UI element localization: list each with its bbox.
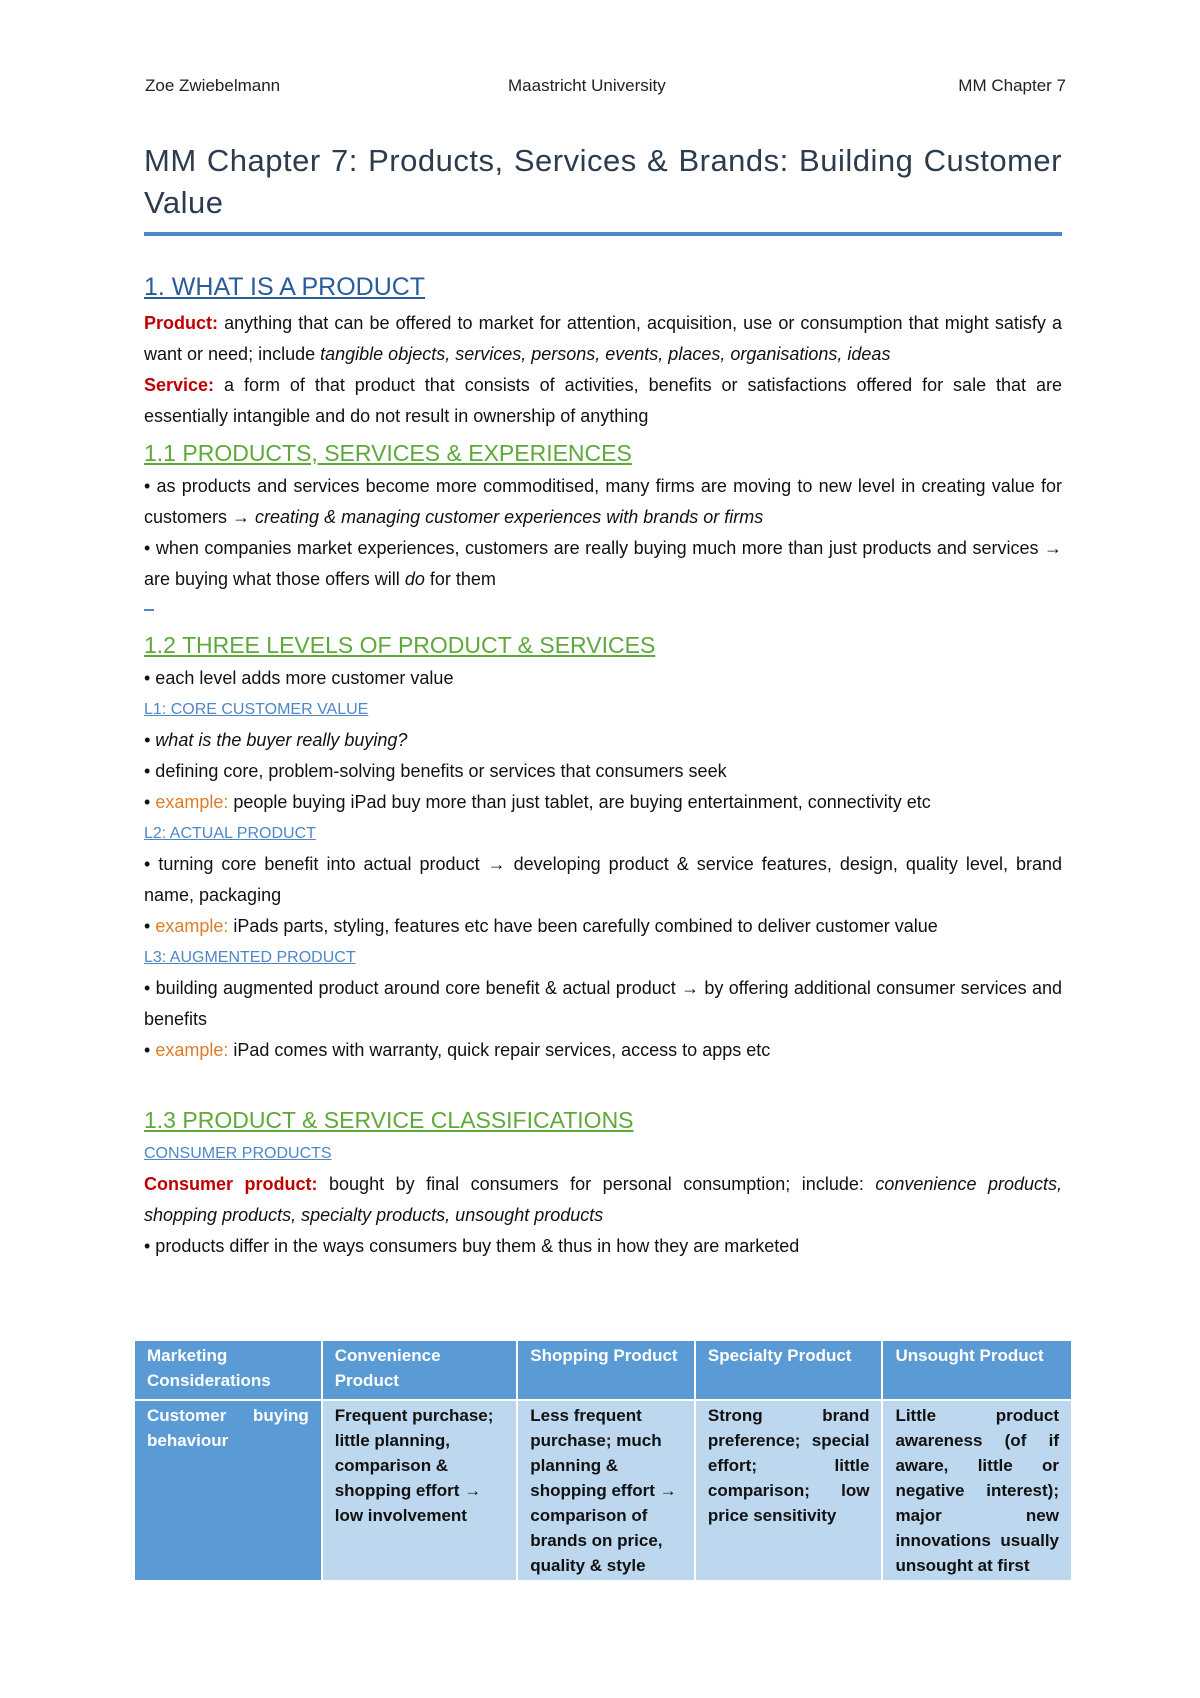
- product-def-text: anything that can be offered to market for attention, acquisition, use or consumption that might satisfy a want or need; include: [144, 313, 1062, 364]
- l3-example-label: example:: [155, 1040, 229, 1060]
- experiences-b1-emphasis: creating & managing customer experiences with brands or firms: [255, 507, 764, 527]
- l2-bullet-1: • turning core benefit into actual product → developing product & service features, design, quality level, brand name, packaging: [144, 854, 1062, 905]
- consumer-products-bullet: • products differ in the ways consumers buy them & thus in how they are marketed: [144, 1236, 800, 1256]
- col-shopping-product: Shopping Product: [517, 1340, 695, 1400]
- l1-b3-bullet: •: [144, 792, 156, 812]
- subheading-augmented-product: L3: AUGMENTED PRODUCT: [144, 949, 356, 966]
- service-term: Service:: [144, 375, 215, 395]
- l1-bullet-3: [144, 787, 1062, 818]
- consumer-product-def-text: bought by final consumers for personal consumption; include:: [317, 1174, 876, 1194]
- page-title: MM Chapter 7: Products, Services & Brands: Building Customer Value: [144, 143, 1062, 220]
- table-row: [134, 1400, 1072, 1581]
- l1-bullet-1: [144, 725, 1062, 756]
- title-divider: [144, 232, 1062, 236]
- levels-intro: • each level adds more customer value: [144, 668, 454, 688]
- col-specialty-product: Specialty Product: [695, 1340, 883, 1400]
- service-definition: [144, 370, 1062, 432]
- experiences-b2-emphasis: do: [404, 569, 425, 589]
- l3-b2-bullet: •: [144, 1040, 156, 1060]
- header-author: Zoe Zwiebelmann: [145, 76, 281, 95]
- cell-shopping-behaviour: Less frequent purchase; much planning & shopping effort → comparison of brands on price, quality & style: [517, 1400, 695, 1581]
- heading-classifications: 1.3 PRODUCT & SERVICE CLASSIFICATIONS: [144, 1107, 634, 1133]
- product-term: Product:: [144, 313, 218, 333]
- l1-b1-text: • what is the buyer really buying?: [144, 730, 408, 750]
- l2-example-label: example:: [155, 916, 229, 936]
- subheading-core-customer-value: L1: CORE CUSTOMER VALUE: [144, 701, 369, 718]
- l2-example-text: iPads parts, styling, features etc have been carefully combined to deliver customer value: [228, 916, 938, 936]
- l3-bullet-1: • building augmented product around core benefit & actual product → by offering additional consumer services and benefits: [144, 978, 1062, 1029]
- l3-example-text: iPad comes with warranty, quick repair services, access to apps etc: [228, 1040, 771, 1060]
- experiences-b1-text: • as products and services become more commoditised, many firms are moving to new level in creating value for customers →: [144, 476, 1062, 527]
- cell-convenience-behaviour: Frequent purchase; little planning, comparison & shopping effort → low involvement: [322, 1400, 518, 1581]
- experiences-bullet-1: [144, 471, 1062, 533]
- subheading-consumer-products: CONSUMER PRODUCTS: [144, 1145, 332, 1162]
- cell-specialty-behaviour: Strong brand preference; special effort; little comparison; low price sensitivity: [695, 1400, 883, 1581]
- experiences-b2-text: • when companies market experiences, customers are really buying much more than just products and services → are buying what those offers will: [144, 538, 1062, 589]
- empty-link-underline: [144, 609, 154, 611]
- consumer-product-types: convenience products, shopping products, specialty products, unsought products: [144, 1174, 1062, 1225]
- l1-bullet-2: • defining core, problem-solving benefits or services that consumers seek: [144, 761, 727, 781]
- product-definition: [144, 308, 1062, 370]
- cell-unsought-behaviour: Little product awareness (of if aware, little or negative interest); major new innovations usually unsought at first: [882, 1400, 1072, 1581]
- header-university: Maastricht University: [508, 76, 666, 95]
- experiences-b2-tail: for them: [424, 569, 496, 589]
- l3-bullet-2: [144, 1035, 1062, 1066]
- col-unsought-product: Unsought Product: [882, 1340, 1072, 1400]
- consumer-product-term: Consumer product:: [144, 1174, 318, 1194]
- col-convenience-product: Convenience Product: [322, 1340, 518, 1400]
- l2-bullet-2: [144, 911, 1062, 942]
- heading-what-is-a-product: 1. WHAT IS A PRODUCT: [144, 273, 426, 301]
- service-def-text: a form of that product that consists of activities, benefits or satisfactions offered for sale that are essentially intangible and do not result in ownership of anything: [144, 375, 1062, 426]
- l1-example-label: example:: [155, 792, 229, 812]
- experiences-bullet-2: [144, 533, 1062, 595]
- table-header-row: [134, 1340, 1072, 1400]
- row-label-customer-buying-behaviour: Customer buying behaviour: [134, 1400, 322, 1581]
- header-chapter: MM Chapter 7: [958, 76, 1066, 95]
- consumer-product-definition: [144, 1169, 1062, 1231]
- col-marketing-considerations: Marketing Considerations: [134, 1340, 322, 1400]
- l2-b2-bullet: •: [144, 916, 156, 936]
- l1-example-text: people buying iPad buy more than just tablet, are buying entertainment, connectivity etc: [228, 792, 931, 812]
- heading-three-levels: 1.2 THREE LEVELS OF PRODUCT & SERVICES: [144, 632, 656, 658]
- heading-products-services-experiences: 1.1 PRODUCTS, SERVICES & EXPERIENCES: [144, 440, 632, 466]
- classification-table: [133, 1339, 1073, 1582]
- subheading-actual-product: L2: ACTUAL PRODUCT: [144, 825, 316, 842]
- product-examples: tangible objects, services, persons, events, places, organisations, ideas: [320, 344, 891, 364]
- document-body: [144, 140, 1062, 1262]
